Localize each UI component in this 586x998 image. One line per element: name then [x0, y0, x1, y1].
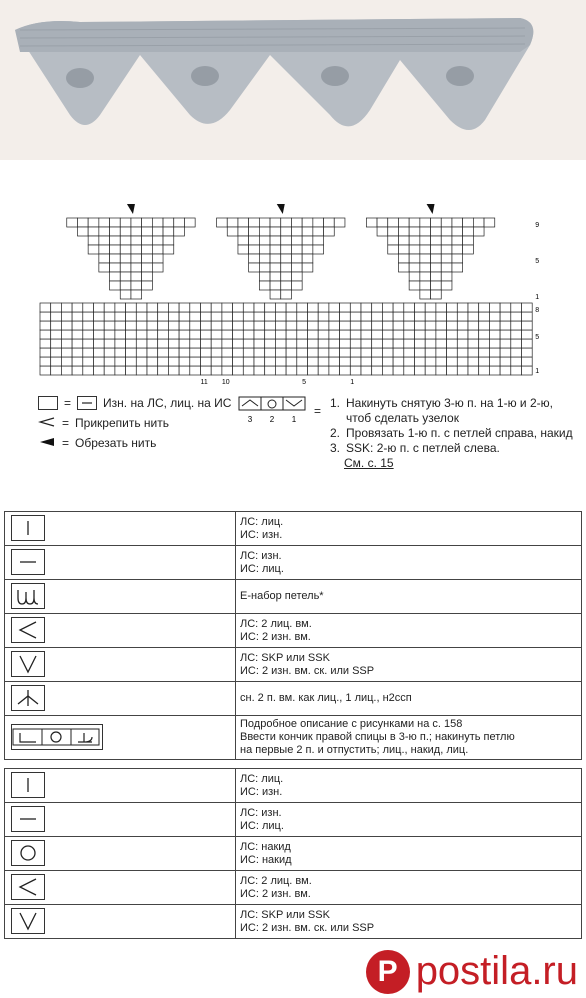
column-number: 10 [221, 379, 230, 386]
row-number: 5 [535, 258, 540, 265]
column-number: 5 [302, 379, 307, 386]
symbol-description [236, 905, 582, 939]
symbol-row [5, 648, 582, 682]
description-line: ЛС: SKP или SSK [240, 651, 330, 664]
k2tog-icon [11, 874, 45, 900]
empty-cell-icon [38, 396, 58, 410]
description-line: ИС: изн. [240, 528, 283, 541]
step-num: 1 [291, 415, 297, 424]
step-1: 1. Накинуть снятую 3-ю п. на 1-ю и 2-ю, чтоб сделать узелок [330, 396, 553, 425]
column-number: 1 [350, 379, 355, 386]
knit-bar-icon [11, 772, 45, 798]
step-2: 2. Провязать 1-ю п. с петлей справа, накид [330, 426, 573, 440]
symbol-row [5, 716, 582, 760]
row-number: 1 [535, 368, 540, 375]
symbol-description [236, 512, 582, 546]
yarn-over-icon [11, 840, 45, 866]
legend-attach: = Прикрепить нить [38, 416, 169, 430]
description-line: ИС: изн. [240, 785, 283, 798]
symbol-row [5, 803, 582, 837]
ssk-icon [11, 908, 45, 934]
symbol-table [4, 511, 582, 939]
purl-dash-icon [77, 396, 97, 410]
knitting-photo [0, 0, 586, 160]
description-line: ЛС: SKP или SSK [240, 908, 330, 921]
step-num: 2 [269, 415, 275, 424]
cut-yarn-icon [38, 436, 56, 450]
ssk-icon [11, 651, 45, 677]
description-line: Е-набор петель* [240, 590, 324, 602]
symbol-description [236, 803, 582, 837]
symbol-description [236, 871, 582, 905]
cdd-icon [11, 685, 45, 711]
symbol-row [5, 546, 582, 580]
symbol-row [5, 614, 582, 648]
description-line: ИС: лиц. [240, 562, 284, 575]
step-num: 3 [247, 415, 253, 424]
legend-nupp-symbol: 3 2 1 = [238, 396, 321, 426]
purl-dash-icon [11, 806, 45, 832]
symbol-row [5, 580, 582, 614]
description-line: ЛС: 2 лиц. вм. [240, 874, 312, 887]
description-line: ЛС: 2 лиц. вм. [240, 617, 312, 630]
row-number: 8 [535, 307, 540, 314]
description-line: на первые 2 п. и отпустить; лиц., накид, лиц. [240, 744, 469, 756]
row-number: 9 [535, 222, 540, 229]
nupp-group-icon [11, 724, 103, 750]
k2tog-icon [11, 617, 45, 643]
watermark [366, 949, 578, 994]
legend-cut: = Обрезать нить [38, 436, 156, 450]
description-line: ЛС: изн. [240, 806, 282, 819]
description-line: Ввести кончик правой спицы в 3-ю п.; накинуть петлю [240, 731, 515, 743]
description-line: сн. 2 п. вм. как лиц., 1 лиц., н2ссп [240, 692, 412, 704]
postila-logo-icon: P [366, 950, 410, 994]
symbol-description [236, 769, 582, 803]
see-page-link[interactable]: См. с. 15 [344, 456, 394, 470]
legend-steps [330, 396, 580, 471]
row-number: 1 [535, 294, 540, 301]
description-line: ИС: 2 изн. вм. ск. или SSP [240, 664, 375, 677]
symbol-row [5, 871, 582, 905]
description-line: ИС: 2 изн. вм. ск. или SSP [240, 921, 375, 934]
watermark-text: postila.ru [415, 949, 578, 993]
symbol-row [5, 682, 582, 716]
description-line: ЛС: накид [240, 840, 291, 853]
symbol-description [236, 546, 582, 580]
column-number: 11 [200, 379, 208, 386]
row-number: 5 [535, 334, 540, 341]
description-line: ЛС: лиц. [240, 515, 284, 528]
step-3: 3. SSK: 2-ю п. с петлей слева. [330, 441, 500, 455]
knit-bar-icon [11, 515, 45, 541]
symbol-row [5, 837, 582, 871]
symbol-description [236, 837, 582, 871]
chart-legend [38, 396, 578, 496]
symbol-row [5, 905, 582, 939]
symbol-description [236, 580, 582, 614]
description-line: ЛС: лиц. [240, 772, 284, 785]
symbol-description [236, 648, 582, 682]
symbol-description [236, 716, 582, 760]
symbol-description [236, 614, 582, 648]
description-line: ИС: лиц. [240, 819, 284, 832]
purl-dash-icon [11, 549, 45, 575]
symbol-description [236, 682, 582, 716]
attach-yarn-icon [38, 416, 56, 430]
description-line: ИС: накид [240, 853, 292, 866]
description-line: ЛС: изн. [240, 549, 282, 562]
symbol-row [5, 769, 582, 803]
e-cast-on-icon [11, 583, 45, 609]
legend-empty-cell: = Изн. на ЛС, лиц. на ИС [38, 396, 231, 410]
symbol-row [5, 512, 582, 546]
description-line: ИС: 2 изн. вм. [240, 887, 311, 900]
description-line: ИС: 2 изн. вм. [240, 630, 311, 643]
description-line: Подробное описание с рисунками на с. 158 [240, 718, 463, 730]
